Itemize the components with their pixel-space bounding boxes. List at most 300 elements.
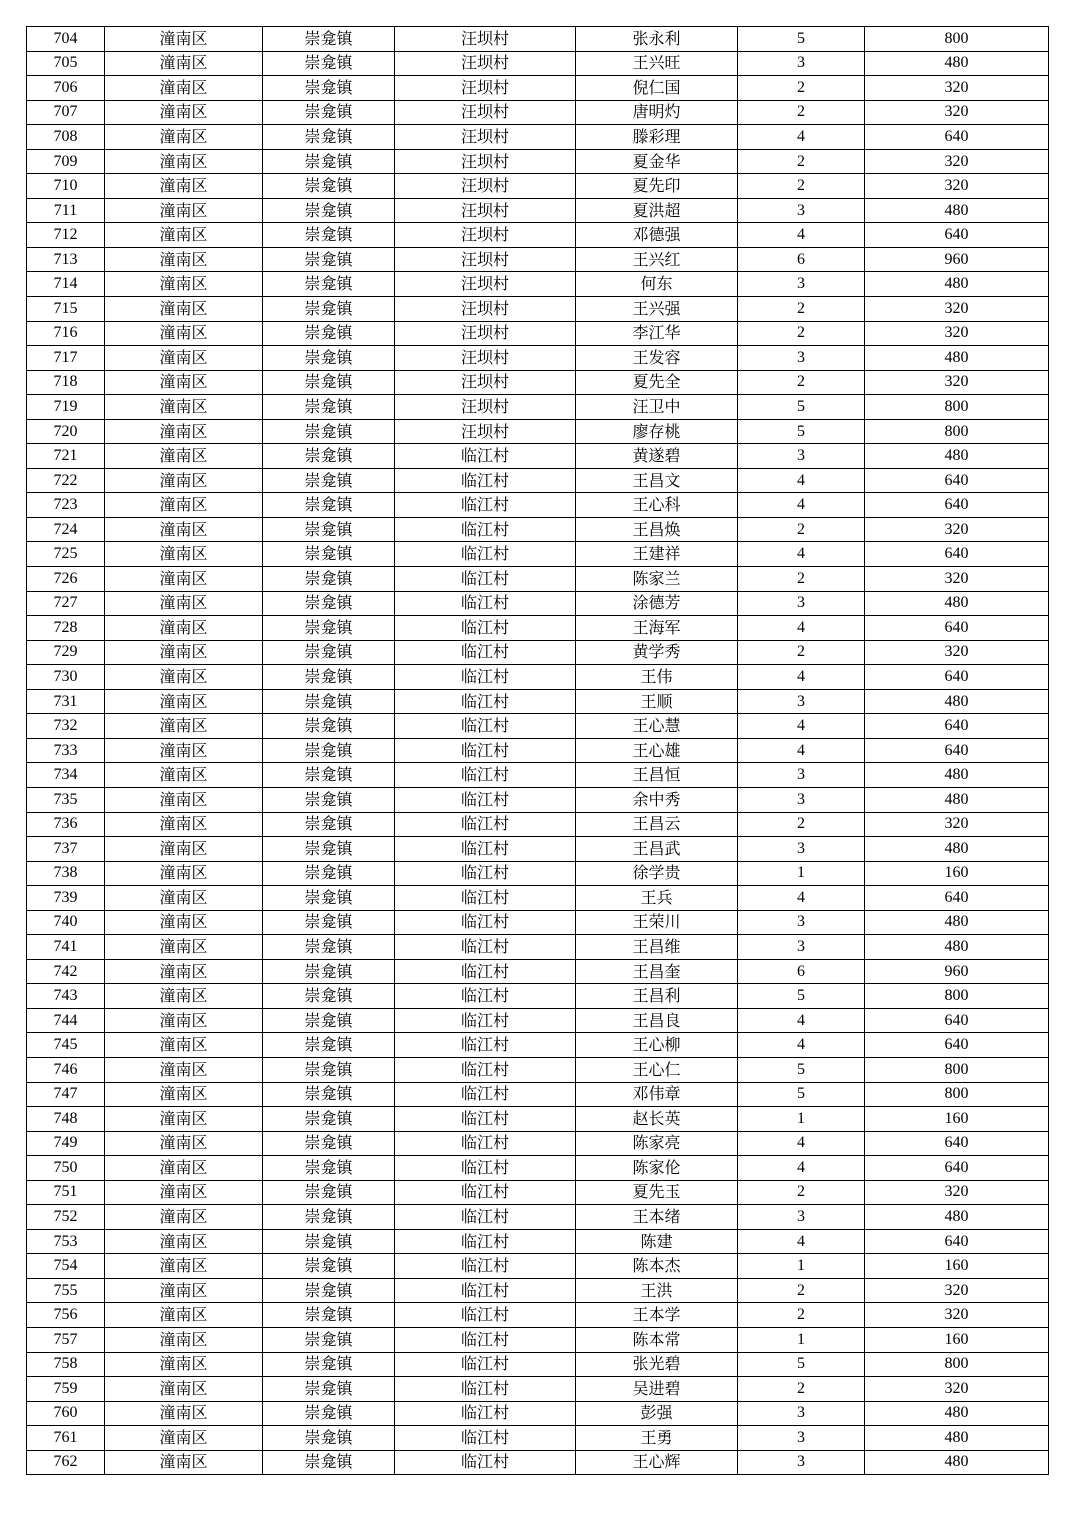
- table-row: [27, 272, 1049, 297]
- village-cell: 临江村: [395, 886, 576, 911]
- town-cell: 崇龛镇: [263, 149, 395, 174]
- name-cell: 廖存桃: [576, 419, 738, 444]
- town-cell: 崇龛镇: [263, 591, 395, 616]
- count-cell: 3: [738, 591, 865, 616]
- table-row: [27, 861, 1049, 886]
- count-cell: 4: [738, 1156, 865, 1181]
- serial-number-cell: 749: [27, 1131, 105, 1156]
- amount-cell: 640: [865, 468, 1049, 493]
- serial-number-cell: 713: [27, 247, 105, 272]
- count-cell: 4: [738, 223, 865, 248]
- count-cell: 5: [738, 1082, 865, 1107]
- town-cell: 崇龛镇: [263, 1229, 395, 1254]
- table-row: [27, 812, 1049, 837]
- count-cell: 3: [738, 198, 865, 223]
- serial-number-cell: 714: [27, 272, 105, 297]
- table-row: [27, 370, 1049, 395]
- name-cell: 李江华: [576, 321, 738, 346]
- town-cell: 崇龛镇: [263, 1180, 395, 1205]
- district-cell: 潼南区: [105, 886, 263, 911]
- district-cell: 潼南区: [105, 861, 263, 886]
- count-cell: 3: [738, 935, 865, 960]
- count-cell: 2: [738, 640, 865, 665]
- count-cell: 3: [738, 346, 865, 371]
- town-cell: 崇龛镇: [263, 395, 395, 420]
- district-cell: 潼南区: [105, 100, 263, 125]
- count-cell: 2: [738, 1278, 865, 1303]
- table-row: [27, 689, 1049, 714]
- name-cell: 王昌恒: [576, 763, 738, 788]
- amount-cell: 480: [865, 935, 1049, 960]
- village-cell: 汪坝村: [395, 247, 576, 272]
- district-cell: 潼南区: [105, 959, 263, 984]
- count-cell: 3: [738, 1401, 865, 1426]
- serial-number-cell: 708: [27, 125, 105, 150]
- count-cell: 5: [738, 27, 865, 52]
- district-cell: 潼南区: [105, 1180, 263, 1205]
- count-cell: 2: [738, 321, 865, 346]
- table-row: [27, 591, 1049, 616]
- count-cell: 3: [738, 51, 865, 76]
- name-cell: 汪卫中: [576, 395, 738, 420]
- table-row: [27, 51, 1049, 76]
- town-cell: 崇龛镇: [263, 198, 395, 223]
- town-cell: 崇龛镇: [263, 959, 395, 984]
- town-cell: 崇龛镇: [263, 1352, 395, 1377]
- count-cell: 2: [738, 149, 865, 174]
- amount-cell: 480: [865, 689, 1049, 714]
- table-row: [27, 1377, 1049, 1402]
- count-cell: 2: [738, 1377, 865, 1402]
- table-row: [27, 321, 1049, 346]
- serial-number-cell: 739: [27, 886, 105, 911]
- serial-number-cell: 724: [27, 517, 105, 542]
- name-cell: 王心科: [576, 493, 738, 518]
- village-cell: 临江村: [395, 1303, 576, 1328]
- roster-table: [26, 26, 1049, 1475]
- village-cell: 临江村: [395, 493, 576, 518]
- name-cell: 涂德芳: [576, 591, 738, 616]
- roster-table-body: [27, 27, 1049, 1475]
- serial-number-cell: 744: [27, 1008, 105, 1033]
- name-cell: 王昌武: [576, 837, 738, 862]
- village-cell: 汪坝村: [395, 346, 576, 371]
- district-cell: 潼南区: [105, 1229, 263, 1254]
- amount-cell: 640: [865, 493, 1049, 518]
- count-cell: 2: [738, 517, 865, 542]
- table-row: [27, 1278, 1049, 1303]
- village-cell: 临江村: [395, 812, 576, 837]
- serial-number-cell: 706: [27, 76, 105, 101]
- count-cell: 3: [738, 910, 865, 935]
- table-row: [27, 1352, 1049, 1377]
- count-cell: 2: [738, 100, 865, 125]
- district-cell: 潼南区: [105, 738, 263, 763]
- district-cell: 潼南区: [105, 468, 263, 493]
- village-cell: 临江村: [395, 1205, 576, 1230]
- district-cell: 潼南区: [105, 665, 263, 690]
- amount-cell: 480: [865, 763, 1049, 788]
- town-cell: 崇龛镇: [263, 1426, 395, 1451]
- serial-number-cell: 723: [27, 493, 105, 518]
- name-cell: 陈家兰: [576, 567, 738, 592]
- count-cell: 2: [738, 812, 865, 837]
- count-cell: 1: [738, 861, 865, 886]
- amount-cell: 480: [865, 787, 1049, 812]
- table-row: [27, 1450, 1049, 1475]
- amount-cell: 640: [865, 223, 1049, 248]
- count-cell: 2: [738, 567, 865, 592]
- table-row: [27, 886, 1049, 911]
- count-cell: 3: [738, 689, 865, 714]
- district-cell: 潼南区: [105, 763, 263, 788]
- village-cell: 临江村: [395, 910, 576, 935]
- district-cell: 潼南区: [105, 51, 263, 76]
- serial-number-cell: 738: [27, 861, 105, 886]
- town-cell: 崇龛镇: [263, 1082, 395, 1107]
- serial-number-cell: 733: [27, 738, 105, 763]
- serial-number-cell: 712: [27, 223, 105, 248]
- count-cell: 2: [738, 1180, 865, 1205]
- village-cell: 临江村: [395, 444, 576, 469]
- amount-cell: 160: [865, 1254, 1049, 1279]
- amount-cell: 800: [865, 419, 1049, 444]
- town-cell: 崇龛镇: [263, 223, 395, 248]
- name-cell: 吴进碧: [576, 1377, 738, 1402]
- serial-number-cell: 752: [27, 1205, 105, 1230]
- count-cell: 4: [738, 1033, 865, 1058]
- serial-number-cell: 729: [27, 640, 105, 665]
- village-cell: 临江村: [395, 1180, 576, 1205]
- table-row: [27, 714, 1049, 739]
- name-cell: 邓伟章: [576, 1082, 738, 1107]
- amount-cell: 960: [865, 959, 1049, 984]
- table-row: [27, 1008, 1049, 1033]
- name-cell: 陈家亮: [576, 1131, 738, 1156]
- serial-number-cell: 754: [27, 1254, 105, 1279]
- count-cell: 4: [738, 1131, 865, 1156]
- town-cell: 崇龛镇: [263, 1377, 395, 1402]
- table-row: [27, 444, 1049, 469]
- district-cell: 潼南区: [105, 272, 263, 297]
- amount-cell: 800: [865, 1352, 1049, 1377]
- town-cell: 崇龛镇: [263, 738, 395, 763]
- town-cell: 崇龛镇: [263, 419, 395, 444]
- count-cell: 3: [738, 837, 865, 862]
- town-cell: 崇龛镇: [263, 1450, 395, 1475]
- village-cell: 临江村: [395, 861, 576, 886]
- district-cell: 潼南区: [105, 1082, 263, 1107]
- district-cell: 潼南区: [105, 1303, 263, 1328]
- district-cell: 潼南区: [105, 247, 263, 272]
- village-cell: 汪坝村: [395, 297, 576, 322]
- name-cell: 王海军: [576, 616, 738, 641]
- amount-cell: 800: [865, 1057, 1049, 1082]
- serial-number-cell: 716: [27, 321, 105, 346]
- count-cell: 3: [738, 1450, 865, 1475]
- name-cell: 王本学: [576, 1303, 738, 1328]
- table-row: [27, 1254, 1049, 1279]
- district-cell: 潼南区: [105, 174, 263, 199]
- serial-number-cell: 737: [27, 837, 105, 862]
- count-cell: 2: [738, 297, 865, 322]
- count-cell: 4: [738, 542, 865, 567]
- name-cell: 王兴红: [576, 247, 738, 272]
- district-cell: 潼南区: [105, 1401, 263, 1426]
- village-cell: 汪坝村: [395, 174, 576, 199]
- table-row: [27, 493, 1049, 518]
- count-cell: 3: [738, 1205, 865, 1230]
- table-row: [27, 174, 1049, 199]
- name-cell: 陈本杰: [576, 1254, 738, 1279]
- serial-number-cell: 731: [27, 689, 105, 714]
- serial-number-cell: 707: [27, 100, 105, 125]
- district-cell: 潼南区: [105, 395, 263, 420]
- district-cell: 潼南区: [105, 125, 263, 150]
- district-cell: 潼南区: [105, 1008, 263, 1033]
- district-cell: 潼南区: [105, 493, 263, 518]
- amount-cell: 320: [865, 321, 1049, 346]
- town-cell: 崇龛镇: [263, 174, 395, 199]
- district-cell: 潼南区: [105, 1377, 263, 1402]
- table-row: [27, 1107, 1049, 1132]
- amount-cell: 320: [865, 517, 1049, 542]
- district-cell: 潼南区: [105, 1107, 263, 1132]
- district-cell: 潼南区: [105, 689, 263, 714]
- amount-cell: 640: [865, 1008, 1049, 1033]
- table-row: [27, 837, 1049, 862]
- name-cell: 王心辉: [576, 1450, 738, 1475]
- town-cell: 崇龛镇: [263, 1008, 395, 1033]
- village-cell: 汪坝村: [395, 27, 576, 52]
- serial-number-cell: 732: [27, 714, 105, 739]
- count-cell: 1: [738, 1327, 865, 1352]
- name-cell: 倪仁国: [576, 76, 738, 101]
- table-row: [27, 984, 1049, 1009]
- name-cell: 王心仁: [576, 1057, 738, 1082]
- district-cell: 潼南区: [105, 1327, 263, 1352]
- serial-number-cell: 741: [27, 935, 105, 960]
- village-cell: 汪坝村: [395, 125, 576, 150]
- district-cell: 潼南区: [105, 1156, 263, 1181]
- name-cell: 王发容: [576, 346, 738, 371]
- amount-cell: 640: [865, 665, 1049, 690]
- count-cell: 2: [738, 174, 865, 199]
- village-cell: 临江村: [395, 984, 576, 1009]
- amount-cell: 480: [865, 198, 1049, 223]
- town-cell: 崇龛镇: [263, 444, 395, 469]
- town-cell: 崇龛镇: [263, 1033, 395, 1058]
- amount-cell: 480: [865, 1401, 1049, 1426]
- town-cell: 崇龛镇: [263, 517, 395, 542]
- village-cell: 临江村: [395, 689, 576, 714]
- serial-number-cell: 750: [27, 1156, 105, 1181]
- amount-cell: 320: [865, 76, 1049, 101]
- amount-cell: 320: [865, 1303, 1049, 1328]
- town-cell: 崇龛镇: [263, 542, 395, 567]
- village-cell: 临江村: [395, 591, 576, 616]
- count-cell: 4: [738, 738, 865, 763]
- district-cell: 潼南区: [105, 1205, 263, 1230]
- town-cell: 崇龛镇: [263, 640, 395, 665]
- district-cell: 潼南区: [105, 1278, 263, 1303]
- amount-cell: 800: [865, 27, 1049, 52]
- district-cell: 潼南区: [105, 419, 263, 444]
- village-cell: 临江村: [395, 1008, 576, 1033]
- count-cell: 4: [738, 468, 865, 493]
- table-row: [27, 1327, 1049, 1352]
- count-cell: 4: [738, 1008, 865, 1033]
- count-cell: 1: [738, 1107, 865, 1132]
- village-cell: 临江村: [395, 640, 576, 665]
- name-cell: 陈建: [576, 1229, 738, 1254]
- count-cell: 4: [738, 665, 865, 690]
- village-cell: 临江村: [395, 787, 576, 812]
- count-cell: 2: [738, 1303, 865, 1328]
- town-cell: 崇龛镇: [263, 812, 395, 837]
- district-cell: 潼南区: [105, 714, 263, 739]
- serial-number-cell: 721: [27, 444, 105, 469]
- serial-number-cell: 755: [27, 1278, 105, 1303]
- name-cell: 夏洪超: [576, 198, 738, 223]
- table-row: [27, 1229, 1049, 1254]
- amount-cell: 640: [865, 1033, 1049, 1058]
- town-cell: 崇龛镇: [263, 1303, 395, 1328]
- count-cell: 4: [738, 125, 865, 150]
- village-cell: 临江村: [395, 567, 576, 592]
- district-cell: 潼南区: [105, 517, 263, 542]
- amount-cell: 320: [865, 567, 1049, 592]
- district-cell: 潼南区: [105, 935, 263, 960]
- count-cell: 1: [738, 1254, 865, 1279]
- name-cell: 王心柳: [576, 1033, 738, 1058]
- village-cell: 临江村: [395, 837, 576, 862]
- district-cell: 潼南区: [105, 1450, 263, 1475]
- amount-cell: 480: [865, 910, 1049, 935]
- count-cell: 6: [738, 247, 865, 272]
- serial-number-cell: 730: [27, 665, 105, 690]
- table-row: [27, 787, 1049, 812]
- table-row: [27, 1156, 1049, 1181]
- district-cell: 潼南区: [105, 1426, 263, 1451]
- name-cell: 王洪: [576, 1278, 738, 1303]
- name-cell: 赵长英: [576, 1107, 738, 1132]
- table-row: [27, 198, 1049, 223]
- village-cell: 汪坝村: [395, 321, 576, 346]
- amount-cell: 160: [865, 1327, 1049, 1352]
- village-cell: 汪坝村: [395, 198, 576, 223]
- serial-number-cell: 747: [27, 1082, 105, 1107]
- amount-cell: 480: [865, 444, 1049, 469]
- amount-cell: 160: [865, 861, 1049, 886]
- district-cell: 潼南区: [105, 542, 263, 567]
- town-cell: 崇龛镇: [263, 468, 395, 493]
- district-cell: 潼南区: [105, 1033, 263, 1058]
- district-cell: 潼南区: [105, 1352, 263, 1377]
- name-cell: 王心慧: [576, 714, 738, 739]
- amount-cell: 320: [865, 370, 1049, 395]
- village-cell: 汪坝村: [395, 100, 576, 125]
- table-row: [27, 76, 1049, 101]
- count-cell: 3: [738, 787, 865, 812]
- count-cell: 4: [738, 886, 865, 911]
- town-cell: 崇龛镇: [263, 346, 395, 371]
- amount-cell: 320: [865, 812, 1049, 837]
- district-cell: 潼南区: [105, 1131, 263, 1156]
- name-cell: 王建祥: [576, 542, 738, 567]
- amount-cell: 160: [865, 1107, 1049, 1132]
- village-cell: 汪坝村: [395, 370, 576, 395]
- count-cell: 4: [738, 616, 865, 641]
- serial-number-cell: 758: [27, 1352, 105, 1377]
- serial-number-cell: 704: [27, 27, 105, 52]
- serial-number-cell: 757: [27, 1327, 105, 1352]
- name-cell: 王昌奎: [576, 959, 738, 984]
- amount-cell: 320: [865, 149, 1049, 174]
- table-row: [27, 1303, 1049, 1328]
- town-cell: 崇龛镇: [263, 886, 395, 911]
- table-row: [27, 395, 1049, 420]
- name-cell: 王昌维: [576, 935, 738, 960]
- table-row: [27, 27, 1049, 52]
- amount-cell: 480: [865, 1426, 1049, 1451]
- table-row: [27, 763, 1049, 788]
- town-cell: 崇龛镇: [263, 763, 395, 788]
- amount-cell: 320: [865, 640, 1049, 665]
- village-cell: 临江村: [395, 763, 576, 788]
- town-cell: 崇龛镇: [263, 616, 395, 641]
- name-cell: 夏先玉: [576, 1180, 738, 1205]
- table-row: [27, 1426, 1049, 1451]
- serial-number-cell: 735: [27, 787, 105, 812]
- name-cell: 王兵: [576, 886, 738, 911]
- amount-cell: 800: [865, 395, 1049, 420]
- serial-number-cell: 753: [27, 1229, 105, 1254]
- amount-cell: 480: [865, 1450, 1049, 1475]
- village-cell: 临江村: [395, 616, 576, 641]
- serial-number-cell: 726: [27, 567, 105, 592]
- name-cell: 张光碧: [576, 1352, 738, 1377]
- town-cell: 崇龛镇: [263, 370, 395, 395]
- town-cell: 崇龛镇: [263, 665, 395, 690]
- name-cell: 黄遂碧: [576, 444, 738, 469]
- village-cell: 临江村: [395, 1254, 576, 1279]
- district-cell: 潼南区: [105, 812, 263, 837]
- count-cell: 6: [738, 959, 865, 984]
- serial-number-cell: 751: [27, 1180, 105, 1205]
- amount-cell: 320: [865, 174, 1049, 199]
- name-cell: 王心雄: [576, 738, 738, 763]
- serial-number-cell: 756: [27, 1303, 105, 1328]
- amount-cell: 640: [865, 886, 1049, 911]
- district-cell: 潼南区: [105, 616, 263, 641]
- count-cell: 5: [738, 984, 865, 1009]
- name-cell: 陈本常: [576, 1327, 738, 1352]
- village-cell: 临江村: [395, 1401, 576, 1426]
- name-cell: 夏先全: [576, 370, 738, 395]
- serial-number-cell: 734: [27, 763, 105, 788]
- amount-cell: 640: [865, 1131, 1049, 1156]
- amount-cell: 640: [865, 1229, 1049, 1254]
- table-row: [27, 517, 1049, 542]
- amount-cell: 640: [865, 616, 1049, 641]
- count-cell: 4: [738, 1229, 865, 1254]
- town-cell: 崇龛镇: [263, 935, 395, 960]
- table-row: [27, 1205, 1049, 1230]
- name-cell: 余中秀: [576, 787, 738, 812]
- district-cell: 潼南区: [105, 346, 263, 371]
- town-cell: 崇龛镇: [263, 1278, 395, 1303]
